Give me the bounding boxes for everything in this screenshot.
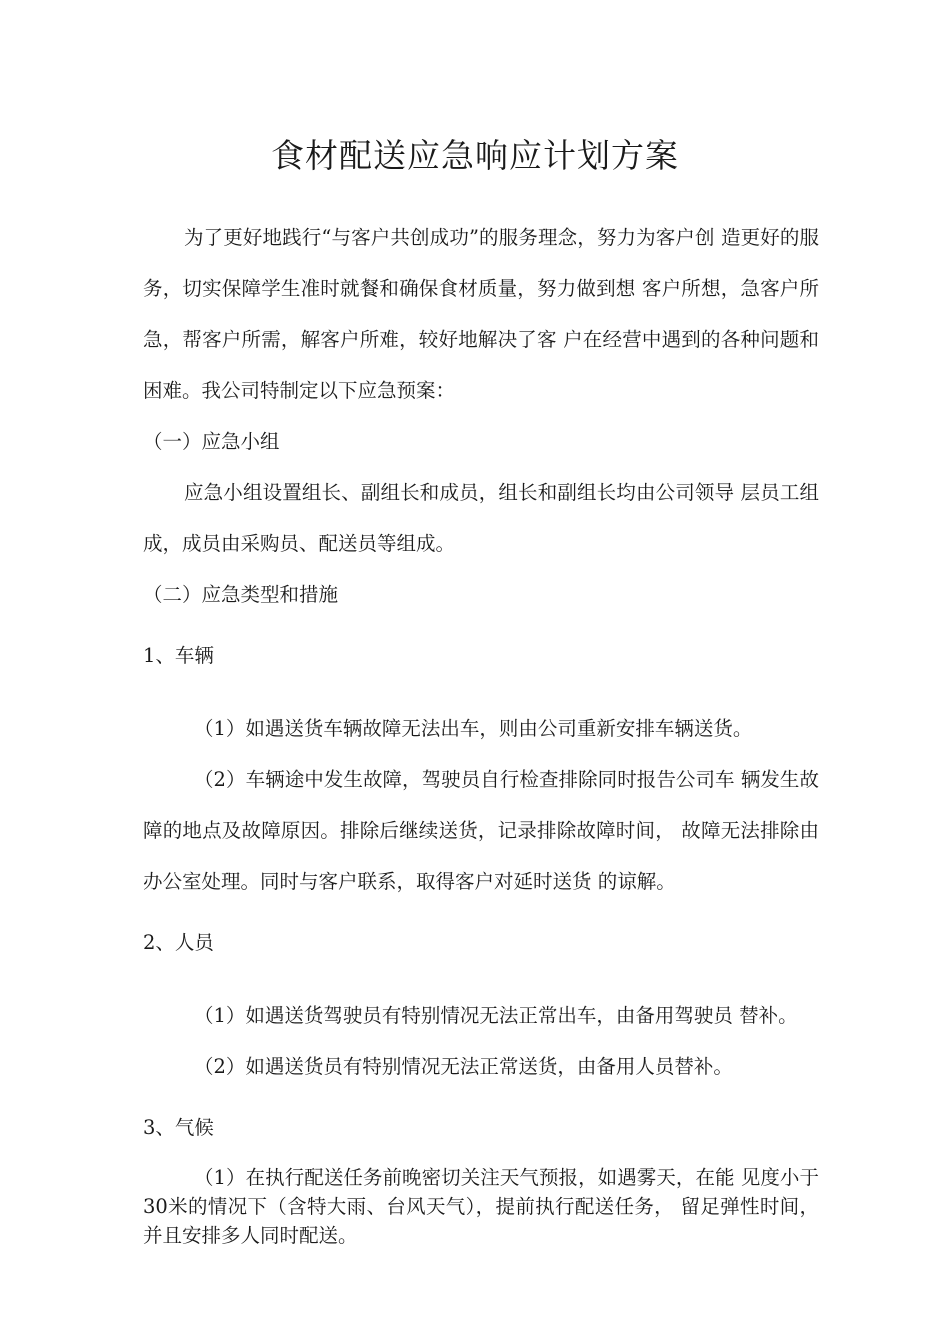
document-body <box>143 212 819 1250</box>
staff-item-1: （1）如遇送货驾驶员有特别情况无法正常出车，由备用驾驶员 替补。 <box>194 1004 798 1027</box>
section-heading-emergency-types: （二）应急类型和措施 <box>143 583 339 606</box>
vehicle-item-2: （2）车辆途中发生故障，驾驶员自行检查排除同时报告公司车 辆发生故障的地点及故障原因。排除后继续送货，记录排除故障时间， 故障无法排除由办公室处理。同时与客户联系，取得客户对延时送货 的谅解。 <box>143 768 819 893</box>
weather-item-1: （1）在执行配送任务前晚密切关注天气预报，如遇雾天，在能 见度小于30米的情况下（含特大雨、台风天气），提前执行配送任务， 留足弹性时间，并且安排多人同时配送。 <box>143 1166 819 1247</box>
subheading-vehicle: 1、车辆 <box>143 644 214 667</box>
intro-paragraph: 为了更好地践行“与客户共创成功”的服务理念，努力为客户创 造更好的服务，切实保障学生准时就餐和确保食材质量，努力做到想 客户所想，急客户所急，帮客户所需，解客户所难，较好地解决了客 户在经营中遇到的各种问题和困难。我公司特制定以下应急预案： <box>143 226 819 402</box>
subheading-staff: 2、人员 <box>143 931 214 954</box>
section-heading-emergency-team: （一）应急小组 <box>143 430 280 453</box>
subheading-weather: 3、气候 <box>143 1116 214 1139</box>
vehicle-item-1: （1）如遇送货车辆故障无法出车，则由公司重新安排车辆送货。 <box>194 717 753 740</box>
document-title: 食材配送应急响应计划方案 <box>271 136 679 175</box>
emergency-team-paragraph: 应急小组设置组长、副组长和成员，组长和副组长均由公司领导 层员工组成，成员由采购员、配送员等组成。 <box>143 481 819 555</box>
staff-item-2: （2）如遇送货员有特别情况无法正常送货，由备用人员替补。 <box>194 1055 733 1078</box>
